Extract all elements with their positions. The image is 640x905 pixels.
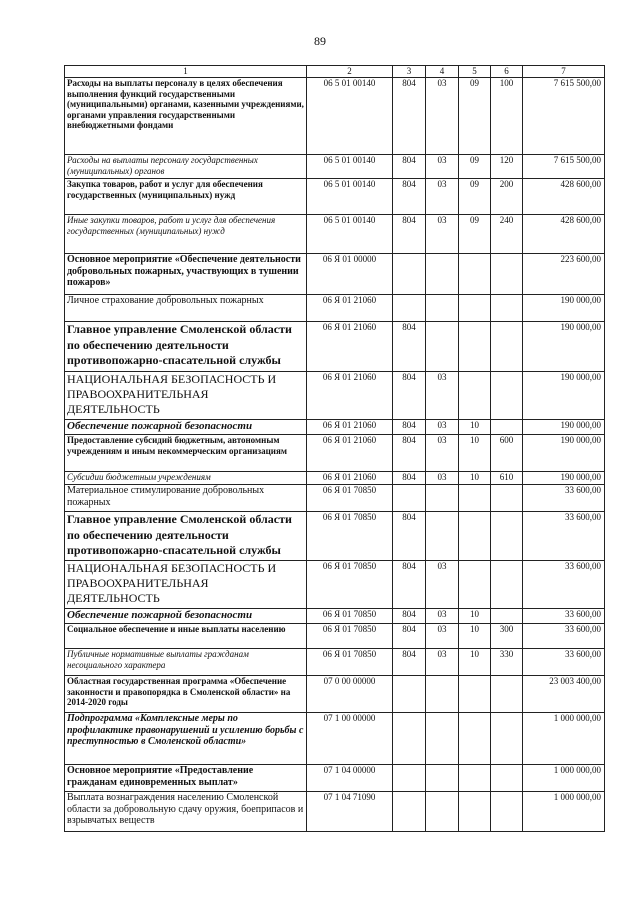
amount-cell: 190 000,00 [523,472,605,485]
row-name-cell: Обеспечение пожарной безопасности [65,609,307,624]
expense-type-cell: 600 [491,435,523,472]
target-code-cell: 06 Я 01 70850 [307,609,393,624]
amount-cell: 7 615 500,00 [523,78,605,155]
expense-type-cell [491,512,523,561]
expense-type-cell: 330 [491,649,523,676]
ministry-code-cell: 804 [393,179,426,215]
ministry-code-cell: 804 [393,609,426,624]
subsection-code-cell [459,322,491,372]
subsection-code-cell: 10 [459,649,491,676]
section-code-cell: 03 [426,372,459,420]
table-row [65,372,605,420]
expense-type-cell [491,295,523,322]
row-name-cell: Обеспечение пожарной безопасности [65,420,307,435]
expense-type-cell [491,322,523,372]
table-row [65,179,605,215]
expense-type-cell [491,676,523,713]
row-name-cell: Личное страхование добровольных пожарных [65,295,307,322]
header-cell: 6 [491,66,523,78]
section-code-cell: 03 [426,435,459,472]
row-name-cell: НАЦИОНАЛЬНАЯ БЕЗОПАСНОСТЬ И ПРАВООХРАНИТЕЛЬНАЯ ДЕЯТЕЛЬНОСТЬ [65,561,307,609]
row-name-cell: Предоставление субсидий бюджетным, автономным учреждениям и иным некоммерческим организациям [65,435,307,472]
row-name-cell: Публичные нормативные выплаты гражданам несоциального характера [65,649,307,676]
amount-cell: 190 000,00 [523,322,605,372]
section-code-cell: 03 [426,420,459,435]
section-code-cell [426,322,459,372]
ministry-code-cell: 804 [393,512,426,561]
section-code-cell [426,512,459,561]
ministry-code-cell [393,676,426,713]
table-row [65,609,605,624]
section-code-cell: 03 [426,649,459,676]
amount-cell: 223 600,00 [523,254,605,295]
ministry-code-cell: 804 [393,561,426,609]
table-row [65,624,605,649]
ministry-code-cell [393,254,426,295]
subsection-code-cell [459,295,491,322]
row-name-cell: Главное управление Смоленской области по обеспечению деятельности противопожарно-спасательной службы [65,322,307,372]
subsection-code-cell: 09 [459,215,491,254]
subsection-code-cell [459,512,491,561]
target-code-cell: 06 Я 01 21060 [307,435,393,472]
table-row [65,765,605,792]
target-code-cell: 06 Я 01 21060 [307,372,393,420]
amount-cell: 33 600,00 [523,649,605,676]
section-code-cell [426,295,459,322]
table-row [65,713,605,765]
subsection-code-cell: 10 [459,472,491,485]
ministry-code-cell [393,792,426,832]
ministry-code-cell: 804 [393,624,426,649]
ministry-code-cell: 804 [393,155,426,179]
amount-cell: 33 600,00 [523,512,605,561]
subsection-code-cell [459,676,491,713]
table-row [65,254,605,295]
budget-table [64,65,605,832]
section-code-cell: 03 [426,609,459,624]
amount-cell: 33 600,00 [523,485,605,512]
table-row [65,676,605,713]
page-number: 89 [314,34,326,48]
amount-cell: 190 000,00 [523,420,605,435]
target-code-cell: 06 Я 01 21060 [307,295,393,322]
expense-type-cell [491,254,523,295]
row-name-cell: Основное мероприятие «Обеспечение деятельности добровольных пожарных, участвующих в тушении пожаров» [65,254,307,295]
expense-type-cell [491,765,523,792]
target-code-cell: 06 Я 01 70850 [307,512,393,561]
target-code-cell: 06 Я 01 70850 [307,485,393,512]
subsection-code-cell: 09 [459,78,491,155]
row-name-cell: Закупка товаров, работ и услуг для обеспечения государственных (муниципальных) нужд [65,179,307,215]
table-row [65,435,605,472]
ministry-code-cell: 804 [393,78,426,155]
target-code-cell: 06 Я 01 70850 [307,561,393,609]
expense-type-cell [491,713,523,765]
table-row [65,792,605,832]
table-row [65,472,605,485]
target-code-cell: 06 Я 01 21060 [307,472,393,485]
amount-cell: 190 000,00 [523,435,605,472]
expense-type-cell: 610 [491,472,523,485]
row-name-cell: Расходы на выплаты персоналу в целях обеспечения выполнения функций государственными (муниципальными) органами, казенными учреждениями, органами управления государственными внебюджетными фондами [65,78,307,155]
table-row [65,295,605,322]
row-name-cell: Социальное обеспечение и иные выплаты населению [65,624,307,649]
section-code-cell [426,713,459,765]
expense-type-cell: 100 [491,78,523,155]
section-code-cell: 03 [426,624,459,649]
expense-type-cell [491,609,523,624]
expense-type-cell: 240 [491,215,523,254]
ministry-code-cell [393,485,426,512]
ministry-code-cell: 804 [393,215,426,254]
ministry-code-cell: 804 [393,322,426,372]
row-name-cell: Иные закупки товаров, работ и услуг для обеспечения государственных (муниципальных) нужд [65,215,307,254]
amount-cell: 33 600,00 [523,609,605,624]
row-name-cell: Главное управление Смоленской области по обеспечению деятельности противопожарно-спасательной службы [65,512,307,561]
amount-cell: 428 600,00 [523,215,605,254]
row-name-cell: Выплата вознаграждения населению Смоленской области за добровольную сдачу оружия, боеприпасов и взрывчатых веществ [65,792,307,832]
ministry-code-cell: 804 [393,372,426,420]
subsection-code-cell [459,254,491,295]
subsection-code-cell [459,561,491,609]
section-code-cell [426,485,459,512]
target-code-cell: 06 Я 01 70850 [307,624,393,649]
expense-type-cell: 200 [491,179,523,215]
table-row [65,561,605,609]
expense-type-cell: 300 [491,624,523,649]
section-code-cell: 03 [426,179,459,215]
subsection-code-cell: 10 [459,609,491,624]
table-row [65,215,605,254]
amount-cell: 1 000 000,00 [523,713,605,765]
section-code-cell [426,254,459,295]
subsection-code-cell [459,713,491,765]
subsection-code-cell [459,372,491,420]
amount-cell: 1 000 000,00 [523,765,605,792]
header-cell: 5 [459,66,491,78]
amount-cell: 33 600,00 [523,561,605,609]
amount-cell: 1 000 000,00 [523,792,605,832]
subsection-code-cell: 10 [459,435,491,472]
subsection-code-cell: 09 [459,179,491,215]
target-code-cell: 06 5 01 00140 [307,78,393,155]
header-cell: 3 [393,66,426,78]
section-code-cell: 03 [426,472,459,485]
amount-cell: 33 600,00 [523,624,605,649]
expense-type-cell [491,792,523,832]
target-code-cell: 06 Я 01 70850 [307,649,393,676]
section-code-cell [426,765,459,792]
row-name-cell: НАЦИОНАЛЬНАЯ БЕЗОПАСНОСТЬ И ПРАВООХРАНИТЕЛЬНАЯ ДЕЯТЕЛЬНОСТЬ [65,372,307,420]
target-code-cell: 06 Я 01 00000 [307,254,393,295]
ministry-code-cell [393,295,426,322]
table-row [65,78,605,155]
subsection-code-cell: 10 [459,624,491,649]
header-cell: 1 [65,66,307,78]
target-code-cell: 06 Я 01 21060 [307,420,393,435]
section-code-cell: 03 [426,78,459,155]
target-code-cell: 06 5 01 00140 [307,215,393,254]
table-row [65,649,605,676]
ministry-code-cell: 804 [393,649,426,676]
row-name-cell: Областная государственная программа «Обеспечение законности и правопорядка в Смоленской области» на 2014-2020 годы [65,676,307,713]
expense-type-cell [491,372,523,420]
target-code-cell: 06 5 01 00140 [307,179,393,215]
expense-type-cell: 120 [491,155,523,179]
target-code-cell: 06 5 01 00140 [307,155,393,179]
ministry-code-cell [393,765,426,792]
section-code-cell: 03 [426,561,459,609]
row-name-cell: Подпрограмма «Комплексные меры по профилактике правонарушений и усилению борьбы с преступностью в Смоленской области» [65,713,307,765]
target-code-cell: 06 Я 01 21060 [307,322,393,372]
section-code-cell: 03 [426,215,459,254]
subsection-code-cell: 09 [459,155,491,179]
table-row [65,420,605,435]
table-row [65,512,605,561]
target-code-cell: 07 1 00 00000 [307,713,393,765]
ministry-code-cell: 804 [393,472,426,485]
section-code-cell [426,676,459,713]
amount-cell: 190 000,00 [523,295,605,322]
row-name-cell: Материальное стимулирование добровольных пожарных [65,485,307,512]
subsection-code-cell [459,485,491,512]
ministry-code-cell: 804 [393,420,426,435]
target-code-cell: 07 0 00 00000 [307,676,393,713]
ministry-code-cell [393,713,426,765]
table-row [65,485,605,512]
table-row [65,155,605,179]
subsection-code-cell: 10 [459,420,491,435]
header-cell: 2 [307,66,393,78]
amount-cell: 7 615 500,00 [523,155,605,179]
table-header-row [65,66,605,78]
row-name-cell: Расходы на выплаты персоналу государственных (муниципальных) органов [65,155,307,179]
amount-cell: 428 600,00 [523,179,605,215]
expense-type-cell [491,485,523,512]
section-code-cell [426,792,459,832]
row-name-cell: Субсидии бюджетным учреждениям [65,472,307,485]
header-cell: 7 [523,66,605,78]
amount-cell: 190 000,00 [523,372,605,420]
row-name-cell: Основное мероприятие «Предоставление гражданам единовременных выплат» [65,765,307,792]
target-code-cell: 07 1 04 00000 [307,765,393,792]
subsection-code-cell [459,792,491,832]
table-row [65,322,605,372]
section-code-cell: 03 [426,155,459,179]
subsection-code-cell [459,765,491,792]
expense-type-cell [491,561,523,609]
target-code-cell: 07 1 04 71090 [307,792,393,832]
header-cell: 4 [426,66,459,78]
expense-type-cell [491,420,523,435]
ministry-code-cell: 804 [393,435,426,472]
amount-cell: 23 003 400,00 [523,676,605,713]
